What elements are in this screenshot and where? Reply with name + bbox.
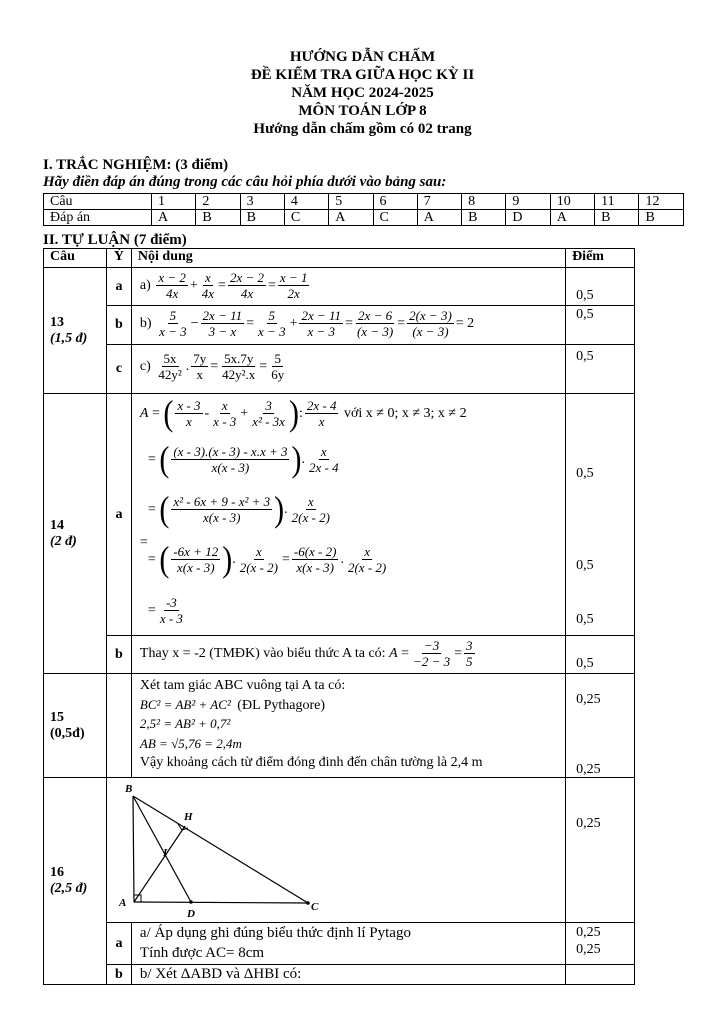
part1-instruction: Hãy điền đáp án đúng trong các câu hỏi phía dưới vào bảng sau: [43, 174, 447, 190]
q-cell: 2 [196, 194, 240, 210]
q13-b-score-cell [566, 306, 635, 345]
q-cell: 12 [639, 194, 684, 210]
q14-b-line: Thay x = -2 (TMĐK) vào biểu thức A ta có: A = $\frac{-3}{-2 - 3}$ = $\frac{3}{5}$ [139, 638, 473, 669]
a-cell: A [152, 210, 196, 226]
a-cell: B [595, 210, 639, 226]
q13-points: (1,5 đ) [50, 330, 88, 346]
q14-b-label: b [106, 636, 131, 674]
col-y: Ý [106, 249, 131, 268]
q13-number: 13 [50, 314, 64, 330]
q15-line2-eq: BC² = AB² + AC² [139, 697, 231, 712]
q14-a-eq: = [139, 535, 148, 550]
q16-fig-score: 0,25 [576, 816, 601, 831]
q16-b-score-cell [566, 965, 635, 985]
q16-a-line2: Tính được AC= 8cm [139, 945, 265, 961]
q14-b-score: 0,5 [576, 656, 594, 671]
q16-b-label: b [106, 965, 131, 985]
a-cell: C [373, 210, 417, 226]
q14-b-score-cell [566, 636, 635, 674]
q14-a-score1: 0,5 [576, 466, 594, 481]
seg-AC [134, 902, 308, 903]
q14-a-content [131, 394, 565, 636]
a-cell: B [639, 210, 684, 226]
label-H: H [183, 811, 193, 823]
q16-points: (2,5 đ) [50, 881, 88, 896]
answer-table [43, 193, 684, 226]
q16-b-content [131, 965, 565, 985]
q13-a-content [131, 268, 565, 306]
q14-a-row [44, 394, 635, 636]
seg-AB [133, 796, 134, 902]
q14-a-score3: 0,5 [576, 612, 594, 627]
q-cell: 9 [506, 194, 550, 210]
part2-title: II. TỰ LUẬN (7 điểm) [43, 232, 187, 248]
q16-b-line1: b/ Xét ΔABD và ΔHBI có: [139, 966, 302, 982]
header-line1: HƯỚNG DẪN CHẤM [289, 49, 436, 65]
q14-label-cell [44, 394, 107, 674]
q13-c-prefix: c) [139, 358, 151, 374]
answer-row-answers [44, 210, 684, 226]
q13-a-row [44, 268, 635, 306]
q13-b-label: b [106, 306, 131, 345]
q16-b-row [44, 965, 635, 985]
header-line3: NĂM HỌC 2024-2025 [291, 85, 434, 101]
q14-b-content [131, 636, 565, 674]
q15-points: (0,5đ) [50, 725, 85, 741]
q16-fig-score-cell [566, 778, 635, 923]
q15-line4: AB = √5,76 = 2,4m [139, 736, 242, 751]
seg-BD [133, 796, 191, 902]
q14-b-row [44, 636, 635, 674]
a-cell: B [462, 210, 506, 226]
q13-a-score-cell [566, 268, 635, 306]
header-line5: Hướng dẫn chấm gồm có 02 trang [253, 121, 472, 137]
q13-label-cell [44, 268, 107, 394]
a-cell: A [329, 210, 373, 226]
q16-a-row [44, 923, 635, 965]
q13-a-label: a [106, 268, 131, 306]
label-C: C [310, 901, 319, 913]
q13-c-label: c [106, 345, 131, 394]
q-cell: 7 [417, 194, 461, 210]
q15-line5: Vậy khoảng cách từ điểm đóng đinh đến chân tường là 2,4 m [139, 755, 483, 770]
label-I: I [162, 847, 168, 859]
header-line2: ĐỀ KIỂM TRA GIỮA HỌC KỲ II [250, 67, 475, 83]
col-content: Nội dung [131, 249, 565, 268]
q14-a-step5: = $\frac{-3}{x - 3}$ [147, 595, 183, 626]
essay-table [43, 248, 635, 985]
q14-a-score2: 0,5 [576, 558, 594, 573]
q13-c-formula: c) $\frac{5x}{\text{42y²}}$ . $\frac{7y}{x}$ = $\frac{5x.7y}{\text{42y².x}}$ = $\frac{5}{6y}$ [139, 351, 285, 382]
q15-line1: Xét tam giác ABC vuông tại A ta có: [139, 678, 346, 693]
col-score: Điểm [566, 249, 635, 268]
q14-a-score-cell [566, 394, 635, 636]
q15-row [44, 674, 635, 778]
q13-b-result: = 2 [455, 315, 475, 331]
a-cell: C [284, 210, 328, 226]
q16-a-score2: 0,25 [576, 942, 601, 957]
q15-number: 15 [50, 709, 64, 725]
label-D: D [186, 908, 195, 920]
q13-b-formula: b) $\frac{5}{x - 3}$ − $\frac{2x - 11}{3 - x}$ = $\frac{5}{x - 3}$ + $\frac{2x - 11}{x - 3}$ = $\frac{2x - 6}{(x - 3)}$ = $\frac{2(x - 3)}{(x - 3)}$ = 2 [139, 308, 475, 339]
q-cell: 8 [462, 194, 506, 210]
q13-b-prefix: b) [139, 315, 152, 331]
a-cell: D [506, 210, 550, 226]
a-cell: B [196, 210, 240, 226]
header-row [44, 249, 635, 268]
q14-number: 14 [50, 517, 64, 533]
label-B: B [124, 783, 133, 795]
a-cell: B [240, 210, 284, 226]
point-D [189, 900, 193, 904]
q16-label-cell [44, 778, 107, 985]
row-label: Câu [44, 194, 152, 210]
q13-b-score: 0,5 [576, 307, 594, 322]
q-cell: 11 [595, 194, 639, 210]
q16-a-score-cell [566, 923, 635, 965]
q15-line2 [140, 697, 325, 714]
q15-score-cell [566, 674, 635, 778]
q13-a-formula: a) $\frac{x - 2}{4x}$ + $\frac{x}{4x}$ = $\frac{2x - 2}{4x}$ = $\frac{x - 1}{2x}$ [139, 270, 308, 301]
q15-score2: 0,25 [576, 762, 601, 777]
q14-b-text: Thay x = -2 (TMĐK) vào biểu thức A ta có: [139, 645, 386, 661]
q15-content [131, 674, 565, 778]
q13-a-prefix: a) [139, 277, 151, 293]
seg-BC [133, 796, 308, 903]
label-A: A [118, 897, 127, 909]
q16-a-label: a [106, 923, 131, 965]
q13-c-content [131, 345, 565, 394]
header-line4: MÔN TOÁN LỚP 8 [298, 103, 427, 119]
q14-a-step1: A = ( $\frac{x - 3}{x}$ - $\frac{x}{x - 3}$ + $\frac{3}{\text{x² - 3x}}$ ) : $\frac{2x - 4}{x}$ với x ≠ 0; x ≠ 3; x ≠ 2 [139, 393, 467, 433]
q13-a-score: 0,5 [576, 288, 594, 303]
part1-title: I. TRẮC NGHIỆM: (3 điểm) [43, 157, 229, 173]
q-cell: 3 [240, 194, 284, 210]
q15-line2-note: (ĐL Pythagore) [237, 698, 326, 713]
q14-a-label: a [106, 394, 131, 636]
point-C [306, 901, 310, 905]
q13-b-content [131, 306, 565, 345]
q16-number: 16 [50, 865, 64, 880]
q-cell: 5 [329, 194, 373, 210]
q13-c-score: 0,5 [576, 349, 594, 364]
q16-triangle-figure [112, 779, 352, 921]
q-cell: 6 [373, 194, 417, 210]
seg-AH [134, 826, 185, 902]
col-cau: Câu [44, 249, 107, 268]
q-cell: 10 [550, 194, 594, 210]
q13-c-row [44, 345, 635, 394]
q-cell: 1 [152, 194, 196, 210]
q16-figure-row [44, 778, 635, 923]
q13-c-score-cell [566, 345, 635, 394]
a-cell: A [550, 210, 594, 226]
q-cell: 4 [284, 194, 328, 210]
q15-line3: 2,5² = AB² + 0,7² [139, 716, 231, 731]
row-label: Đáp án [44, 210, 152, 226]
q13-b-row [44, 306, 635, 345]
q15-empty [106, 674, 131, 778]
q16-a-content [131, 923, 565, 965]
q14-a-step4: = ( $\frac{-6x + 12}{x(x - 3)}$ ) . $\frac{x}{2(x - 2)}$ = $\frac{-6(x - 2)}{x(x - 3)}$ . $\frac{x}{2(x - 2)}$ [147, 539, 387, 579]
q16-figure-cell [106, 778, 565, 923]
q14-points: (2 đ) [50, 533, 77, 549]
q16-a-line1: a/ Áp dụng ghi đúng biểu thức định lí Pytago [139, 925, 411, 941]
q16-a-score1: 0,25 [576, 925, 601, 940]
q14-a-step3: = ( $\frac{\text{x² - 6x + 9 - x² + 3}}{x(x - 3)}$ ) . $\frac{x}{2(x - 2)}$ [147, 489, 330, 529]
q14-a-step2: = ( $\frac{(x - 3).(x - 3) - x.x + 3}{x(x - 3)}$ ) . $\frac{x}{2x - 4}$ [147, 439, 339, 479]
q15-label-cell [44, 674, 107, 778]
answer-row-questions [44, 194, 684, 210]
q14-condition: với x ≠ 0; x ≠ 3; x ≠ 2 [343, 405, 467, 421]
q15-score1: 0,25 [576, 692, 601, 707]
a-cell: A [417, 210, 461, 226]
